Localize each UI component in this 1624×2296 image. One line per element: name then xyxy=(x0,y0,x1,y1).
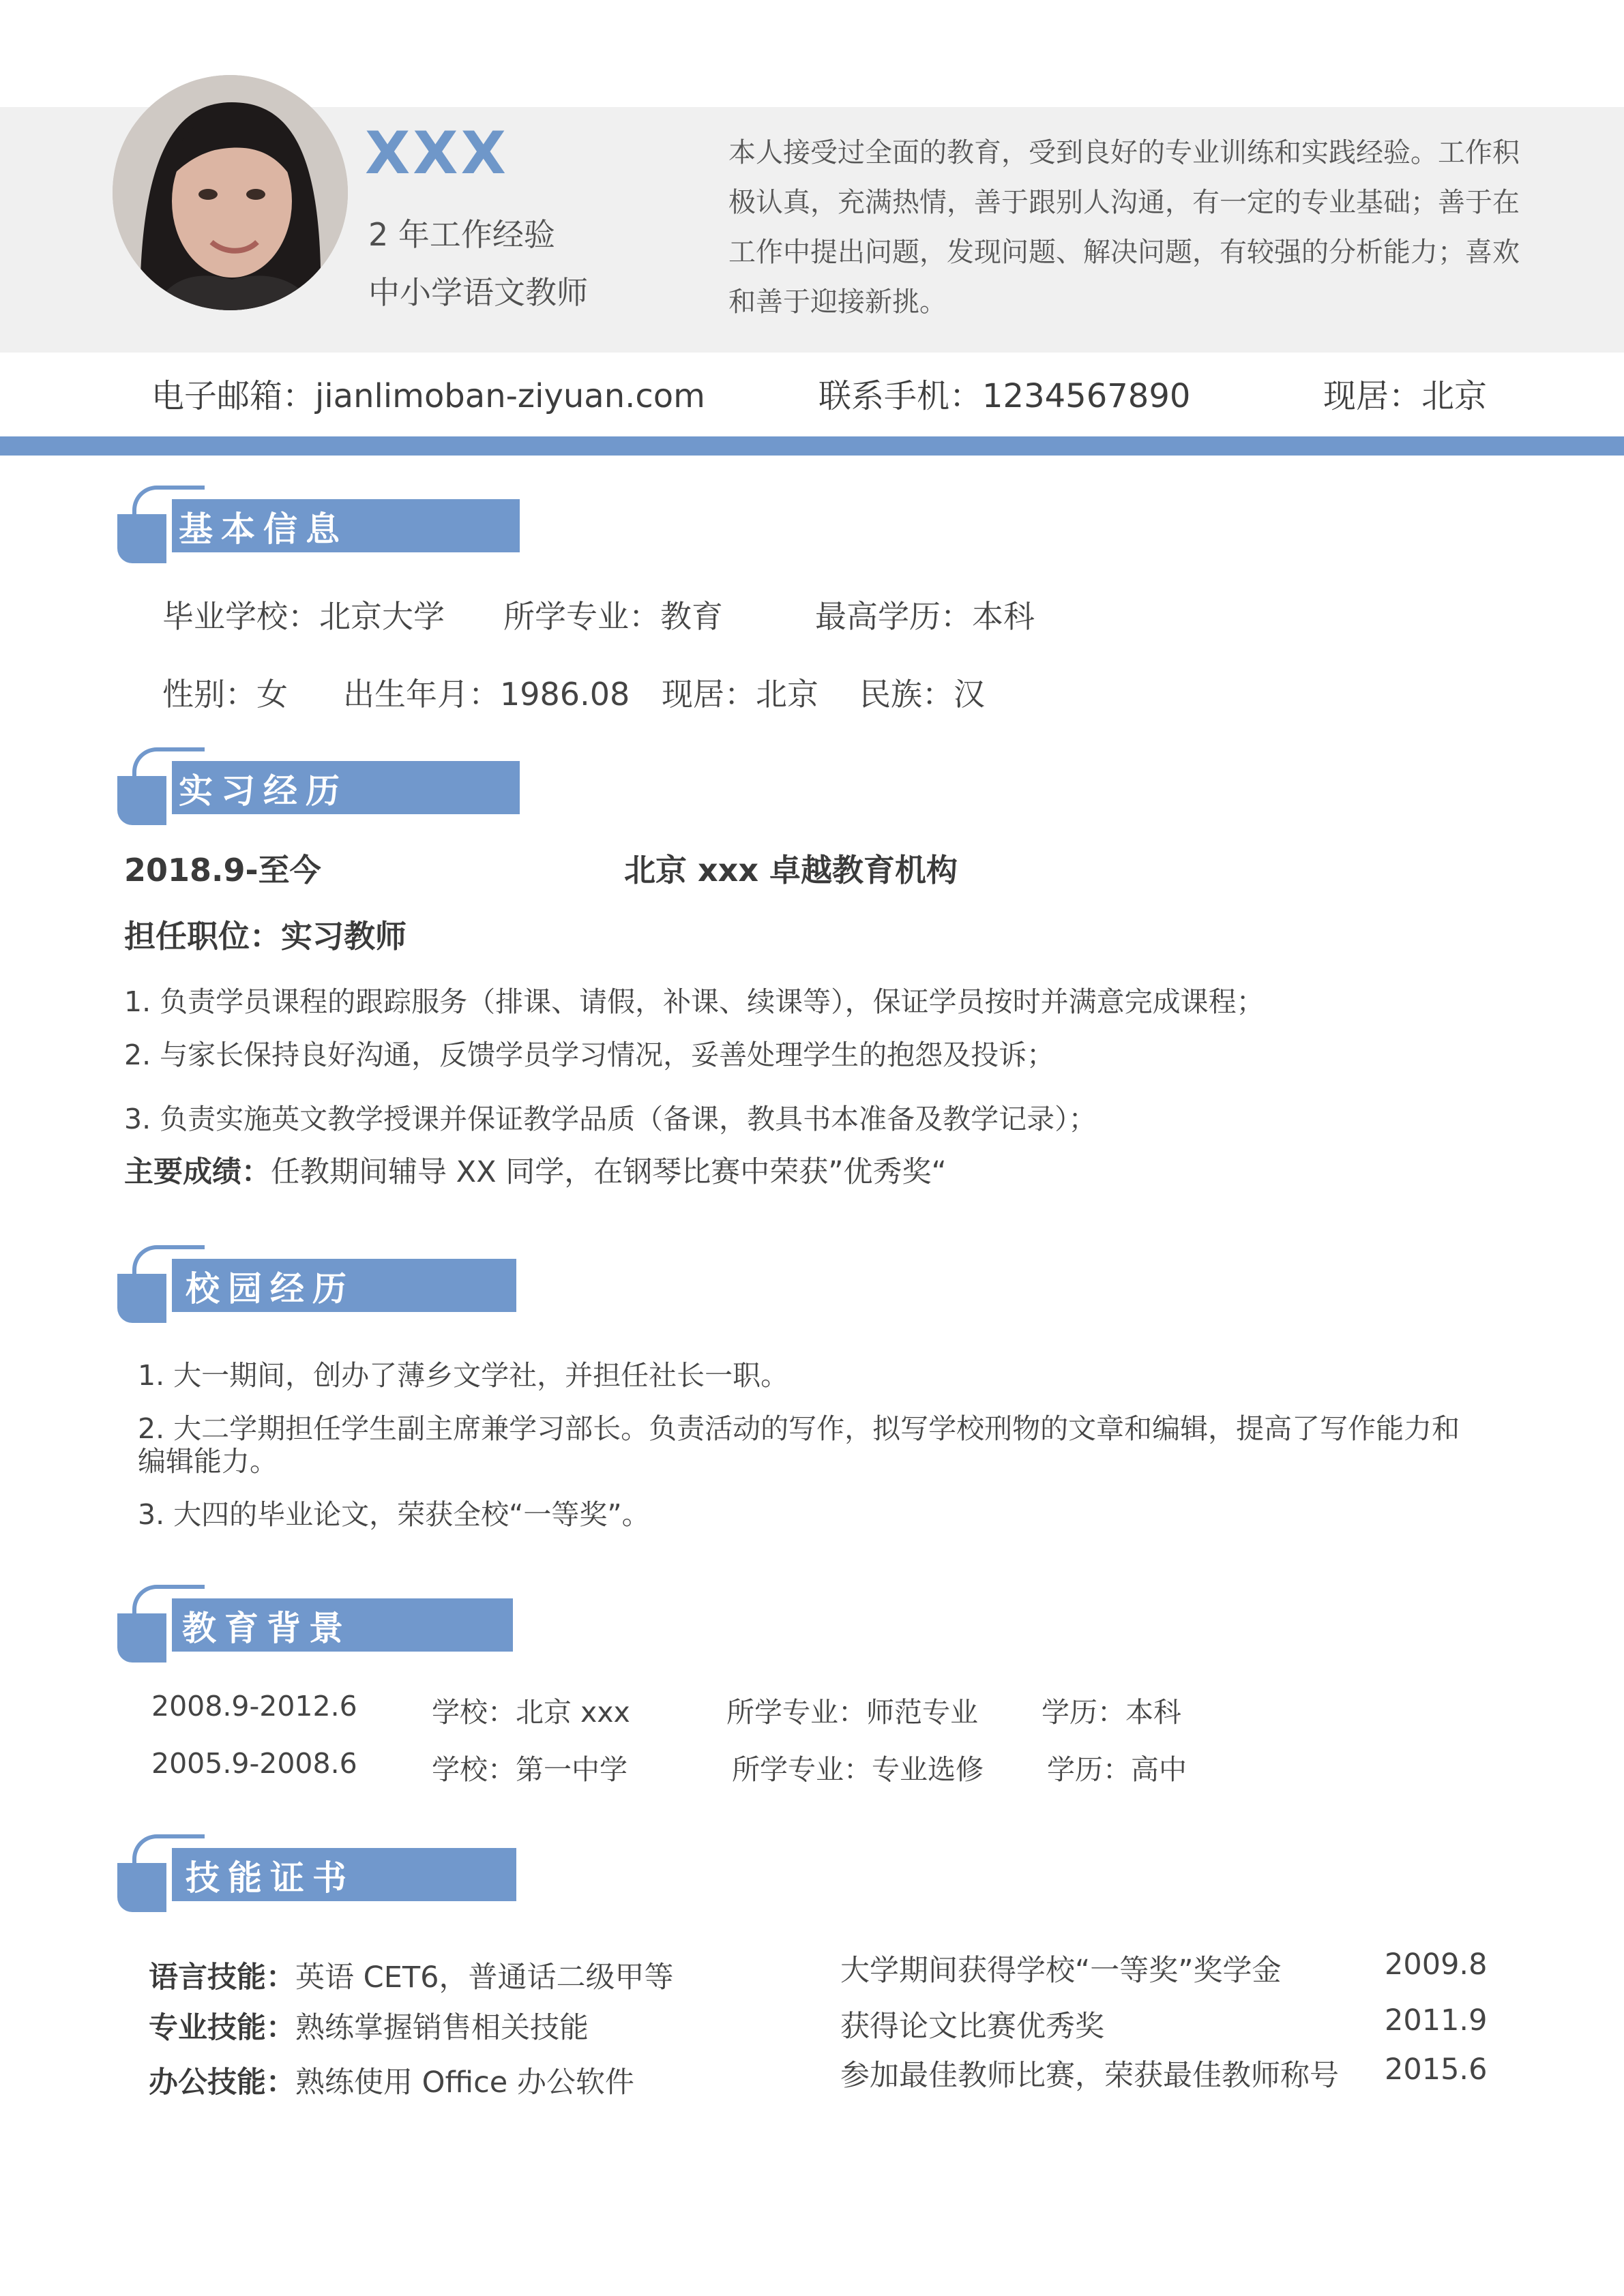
award-text: 参加最佳教师比赛，荣获最佳教师称号 xyxy=(840,2059,1339,2093)
skill-row xyxy=(149,2005,589,2046)
education-period: 2005.9-2008.6 xyxy=(151,1747,357,1780)
internship-organization: 北京 xxx 卓越教育机构 xyxy=(624,852,958,889)
highest-degree: 最高学历：本科 xyxy=(815,598,1035,635)
job-title: 中小学语文教师 xyxy=(368,274,588,311)
residence: 现居：北京 xyxy=(662,676,818,713)
list-item: 2. 大二学期担任学生副主席兼学习部长。负责活动的写作，拟写学校刑物的文章和编辑，提高了写作能力和 xyxy=(138,1412,1460,1445)
skill-row xyxy=(149,1954,674,1996)
section-title: 实习经历 xyxy=(179,771,348,811)
skill-label: 办公技能： xyxy=(149,2066,295,2100)
award-text: 大学期间获得学校“一等奖”奖学金 xyxy=(840,1954,1282,1988)
contact-location: 现居：北京 xyxy=(1323,377,1488,415)
list-item: 3. 负责实施英文教学授课并保证教学品质（备课，教具书本准备及教学记录）； xyxy=(124,1103,1097,1135)
ethnicity: 民族：汉 xyxy=(859,676,985,713)
contact-email: 电子邮箱：jianlimoban-ziyuan.com xyxy=(151,377,705,415)
experience-years: 2 年工作经验 xyxy=(368,216,555,253)
section-title: 校园经历 xyxy=(186,1269,355,1309)
list-item: 3. 大四的毕业论文，荣获全校“一等奖”。 xyxy=(138,1498,650,1531)
award-date: 2011.9 xyxy=(1385,2003,1488,2038)
divider-bar xyxy=(0,436,1624,456)
section-title: 教育背景 xyxy=(182,1609,351,1648)
skill-value: 英语 CET6，普通话二级甲等 xyxy=(295,1960,674,1995)
person-name: XXX xyxy=(365,119,509,188)
section-title: 技能证书 xyxy=(186,1858,355,1898)
skill-value: 熟练使用 Office 办公软件 xyxy=(295,2066,634,2100)
education-major: 所学专业：专业选修 xyxy=(732,1753,984,1786)
avatar xyxy=(113,75,348,310)
education-school: 学校：北京 xxx xyxy=(432,1696,630,1729)
education-degree: 学历：高中 xyxy=(1047,1753,1187,1786)
achievement-label: 主要成绩： xyxy=(124,1155,271,1189)
internship-period: 2018.9-至今 xyxy=(124,852,321,889)
skill-row xyxy=(149,2059,634,2101)
self-introduction: 本人接受过全面的教育，受到良好的专业训练和实践经验。工作积极认真，充满热情，善于跟别人沟通，有一定的专业基础；善于在工作中提出问题，发现问题、解决问题，有较强的分析能力；喜欢和善于迎接新挑。 xyxy=(728,137,1520,318)
list-item: 1. 大一期间，创办了薄乡文学社，并担任社长一职。 xyxy=(138,1359,789,1392)
list-item: 1. 负责学员课程的跟踪服务（排课、请假，补课、续课等），保证学员按时并满意完成课程； xyxy=(124,985,1265,1018)
list-item: 2. 与家长保持良好沟通，反馈学员学习情况，妥善处理学生的抱怨及投诉； xyxy=(124,1039,1055,1071)
education-school: 学校：第一中学 xyxy=(432,1753,628,1786)
section-title: 基本信息 xyxy=(179,509,348,549)
award-date: 2015.6 xyxy=(1385,2053,1488,2087)
birth-date: 出生年月：1986.08 xyxy=(343,676,630,713)
award-date: 2009.8 xyxy=(1385,1948,1488,1982)
skill-value: 熟练掌握销售相关技能 xyxy=(295,2011,589,2045)
education-period: 2008.9-2012.6 xyxy=(151,1690,357,1723)
contact-phone: 联系手机：1234567890 xyxy=(818,377,1191,415)
award-text: 获得论文比赛优秀奖 xyxy=(840,2010,1104,2044)
skill-label: 专业技能： xyxy=(149,2011,295,2045)
achievement-line xyxy=(124,1149,947,1191)
portrait-image xyxy=(113,75,348,310)
graduated-school: 毕业学校：北京大学 xyxy=(162,598,445,635)
education-degree: 学历：本科 xyxy=(1042,1696,1181,1729)
major: 所学专业：教育 xyxy=(503,598,723,635)
internship-position: 担任职位：实习教师 xyxy=(124,918,407,955)
education-major: 所学专业：师范专业 xyxy=(726,1696,978,1729)
skill-label: 语言技能： xyxy=(149,1960,295,1995)
list-item-continuation: 编辑能力。 xyxy=(138,1445,278,1478)
achievement-text: 任教期间辅导 XX 同学，在钢琴比赛中荣获”优秀奖“ xyxy=(271,1155,947,1189)
gender: 性别：女 xyxy=(162,676,288,713)
